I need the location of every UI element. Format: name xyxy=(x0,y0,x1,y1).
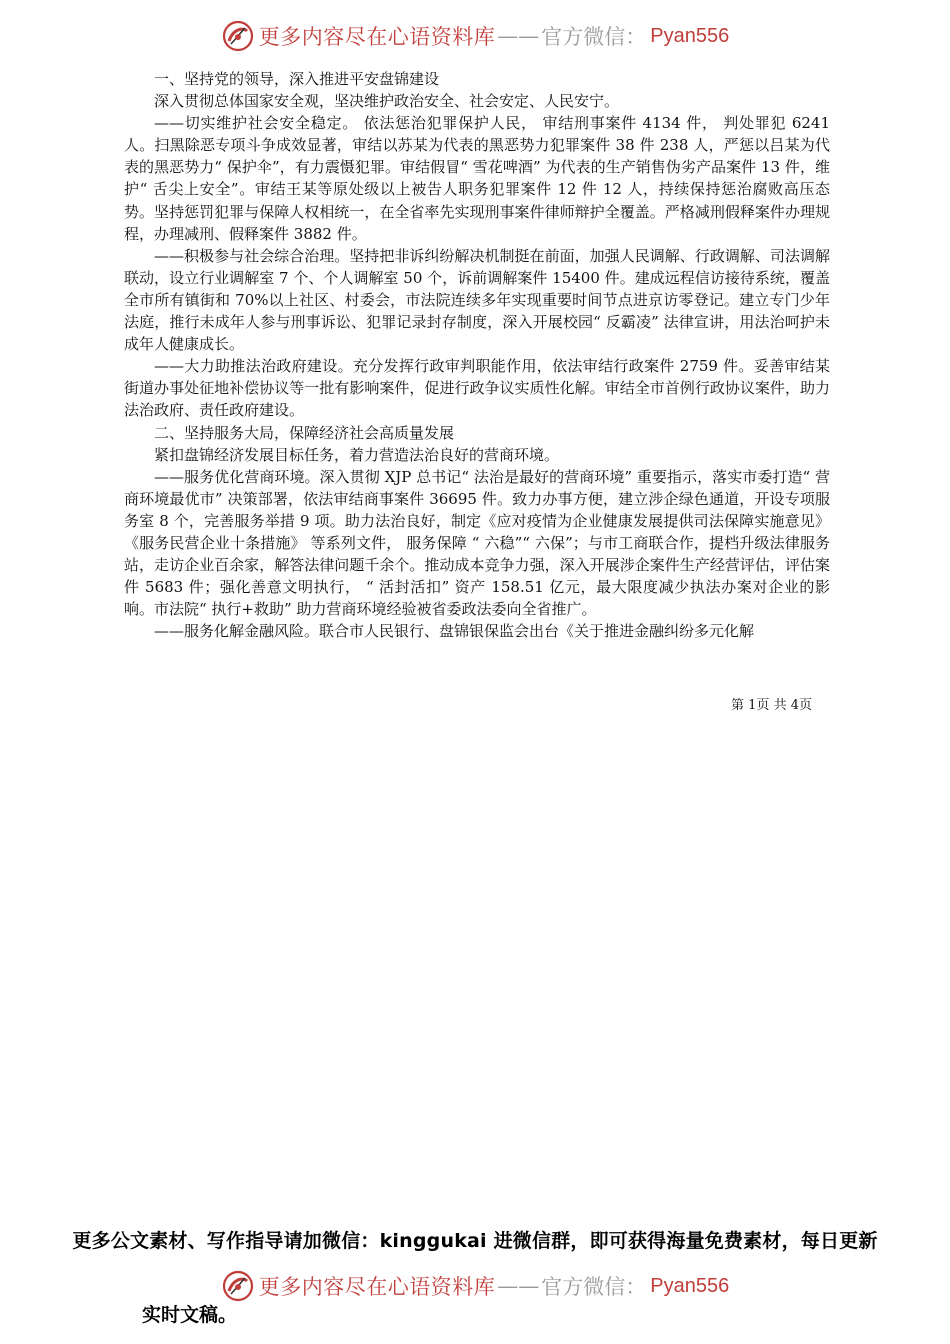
paragraph: ——切实维护社会安全稳定。 依法惩治犯罪保护人民， 审结刑事案件 4134 件， 判处罪犯 6241 人。扫黑除恶专项斗争成效显著，审结以苏某为代表的黑恶势力犯罪案件 38 件 238 人，严惩以吕某为代表的黑恶势力“ 保护伞”，有力震慑犯罪。审结假冒“ 雪花啤酒” 为代表的生产销售伪劣产品案件 13 件，维护“ 舌尖上安全”。审结王某等原处级以上被告人职务犯罪案件 12 件 12 人，持续保持惩治腐败高压态势。坚持惩罚犯罪与保障人权相统一，在全省率先实现刑事案件律师辩护全覆盖。严格减刑假释案件办理规程，办理减刑、假释案件 3882 件。 xyxy=(124,114,830,243)
banner-wechat-id: Pyan556 xyxy=(650,1274,730,1297)
seal-logo-icon xyxy=(221,19,255,53)
banner-separator: —— xyxy=(497,1274,540,1298)
top-watermark-banner xyxy=(0,16,950,56)
section-heading-1: 一、坚持党的领导，深入推进平安盘锦建设 xyxy=(154,70,440,88)
paragraph: ——服务优化营商环境。深入贯彻 XJP 总书记“ 法治是最好的营商环境” 重要指示，落实市委打造“ 营商环境最优市” 决策部署，依法审结商事案件 36695 件。致力办事方便，建立涉企绿色通道，开设专项服务室 8 个，完善服务举措 9 项。助力法治良好，制定《应对疫情为企业健康发展提供司法保障实施意见》《服务民营企业十条措施》 等系列文件， 服务保障 “ 六稳”“ 六保”；与市工商联合作，提档升级法律服务站，走访企业百余家，解答法律问题千余个。推动成本竞争力强，深入开展涉企案件生产经营评估，评估案件 5683 件；强化善意文明执行， “ 活封活扣” 资产 158.51 亿元，最大限度减少执法办案对企业的影响。市法院“ 执行+救助” 助力营商环境经验被省委政法委向全省推广。 xyxy=(124,467,830,619)
banner-wechat-id: Pyan556 xyxy=(650,24,730,47)
promo-text: 更多公文素材、写作指导请加微信：kinggukai 进微信群，即可获得海量免费素材，每日更新 xyxy=(72,1230,878,1252)
paragraph: 紧扣盘锦经济发展目标任务，着力营造法治良好的营商环境。 xyxy=(154,445,560,464)
document-body xyxy=(124,68,830,642)
seal-logo-icon xyxy=(221,1269,255,1303)
paragraph: 深入贯彻总体国家安全观，坚决维护政治安全、社会安定、人民安宁。 xyxy=(154,92,620,111)
banner-label: 官方微信： xyxy=(541,1275,647,1299)
banner-text: 更多内容尽在心语资料库 xyxy=(258,1275,496,1299)
banner-text: 更多内容尽在心语资料库 xyxy=(258,25,496,49)
banner-separator: —— xyxy=(497,24,540,48)
page-number: 第 1页 共 4页 xyxy=(731,698,812,713)
paragraph: ——服务化解金融风险。联合市人民银行、盘锦银保监会出台《关于推进金融纠纷多元化解 xyxy=(154,622,755,641)
promo-text-end: 实时文稿。 xyxy=(142,1304,238,1326)
paragraph: ——大力助推法治政府建设。充分发挥行政审判职能作用，依法审结行政案件 2759 件。妥善审结某街道办事处征地补偿协议等一批有影响案件，促进行政争议实质性化解。审结全市首例行政协议案件，助力法治政府、责任政府建设。 xyxy=(124,357,830,420)
banner-label: 官方微信： xyxy=(541,25,647,49)
paragraph: ——积极参与社会综合治理。坚持把非诉纠纷解决机制挺在前面，加强人民调解、行政调解、司法调解联动，设立行业调解室 7 个、个人调解室 50 个，诉前调解案件 15400 件。建成远程信访接待系统，覆盖全市所有镇街和 70%以上社区、村委会，市法院连续多年实现重要时间节点进京访零登记。建立专门少年法庭，推行未成年人参与刑事诉讼、犯罪记录封存制度，深入开展校园“ 反霸凌” 法律宣讲，用法治呵护未成年人健康成长。 xyxy=(124,246,830,354)
section-heading-2: 二、坚持服务大局，保障经济社会高质量发展 xyxy=(154,423,455,442)
